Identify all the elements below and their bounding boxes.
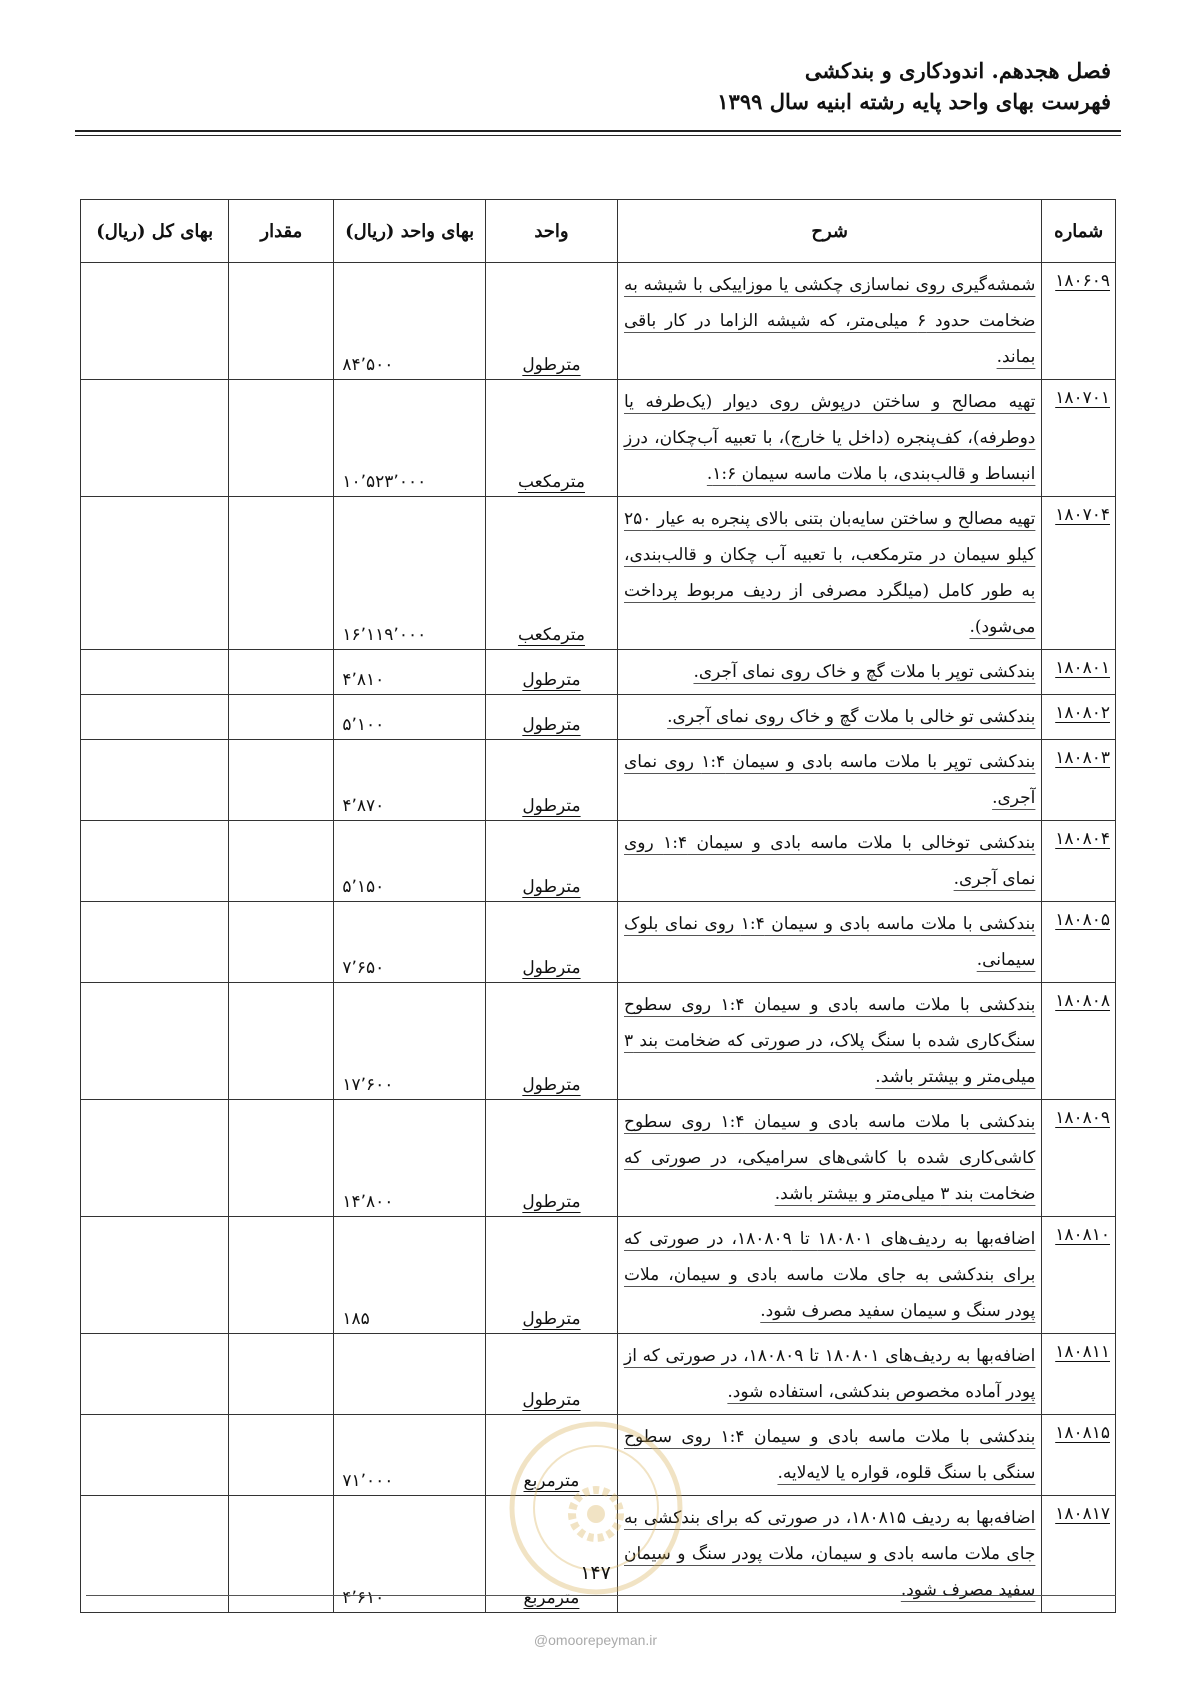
column-header-description: شرح <box>618 200 1042 263</box>
item-code-cell <box>1042 1100 1116 1217</box>
footer-rule <box>86 1595 1116 1596</box>
item-unit-cell <box>485 1217 617 1334</box>
item-quantity-cell <box>229 263 334 380</box>
item-quantity-cell <box>229 380 334 497</box>
item-total-price-cell <box>81 740 229 821</box>
item-description-cell <box>618 1334 1042 1415</box>
item-code: ۱۸۰۷۰۱ <box>1055 388 1110 408</box>
item-description-cell <box>618 1100 1042 1217</box>
table-row <box>81 1415 1116 1496</box>
item-code: ۱۸۰۷۰۴ <box>1055 505 1110 525</box>
item-unit-price-cell <box>334 1334 486 1415</box>
item-code-cell <box>1042 1334 1116 1415</box>
item-description-cell <box>618 263 1042 380</box>
price-table <box>80 199 1116 1613</box>
table-row <box>81 902 1116 983</box>
item-code: ۱۸۰۸۰۵ <box>1055 910 1110 930</box>
item-unit-cell <box>485 821 617 902</box>
item-code-cell <box>1042 740 1116 821</box>
item-unit: مترطول <box>522 355 581 375</box>
item-unit-cell <box>485 902 617 983</box>
item-description: اضافه‌بها به ردیف ۱۸۰۸۱۵، در صورتی که برای بندکشی به جای ملات ماسه بادی و سیمان، ملات پودر سنگ و سیمان سفید مصرف شود. <box>624 1508 1036 1600</box>
item-total-price-cell <box>81 380 229 497</box>
item-code: ۱۸۰۸۰۳ <box>1055 748 1110 768</box>
item-unit-cell <box>485 1334 617 1415</box>
item-code: ۱۸۰۸۱۱ <box>1055 1342 1110 1362</box>
item-description-cell <box>618 983 1042 1100</box>
table-body <box>81 263 1116 1613</box>
item-description-cell <box>618 821 1042 902</box>
item-description-cell <box>618 695 1042 740</box>
table-row <box>81 1334 1116 1415</box>
item-unit: مترطول <box>522 1309 581 1329</box>
item-unit: مترطول <box>522 877 581 897</box>
item-unit: مترطول <box>522 1390 581 1410</box>
item-quantity-cell <box>229 983 334 1100</box>
item-unit-cell <box>485 263 617 380</box>
item-unit: مترطول <box>522 958 581 978</box>
item-unit: مترمربع <box>523 1471 580 1491</box>
item-total-price-cell <box>81 263 229 380</box>
table-row <box>81 263 1116 380</box>
item-description: اضافه‌بها به ردیف‌های ۱۸۰۸۰۱ تا ۱۸۰۸۰۹، در صورتی که از پودر آماده مخصوص بندکشی، استفاده شود. <box>624 1346 1036 1402</box>
item-code: ۱۸۰۸۰۹ <box>1055 1108 1110 1128</box>
item-unit: مترطول <box>522 1192 581 1212</box>
item-description-cell <box>618 650 1042 695</box>
item-unit-cell <box>485 983 617 1100</box>
item-quantity-cell <box>229 1217 334 1334</box>
item-total-price-cell <box>81 902 229 983</box>
item-total-price-cell <box>81 821 229 902</box>
website-watermark: @omoorepeyman.ir <box>533 1632 658 1648</box>
item-quantity-cell <box>229 1415 334 1496</box>
item-code-cell <box>1042 983 1116 1100</box>
item-description: تهیه مصالح و ساختن سایه‌بان بتنی بالای پنجره به عیار ۲۵۰ کیلو سیمان در مترمکعب، با تعبیه آب چکان و قالب‌بندی، به طور کامل (میلگرد مصرفی از ردیف مربوط پرداخت می‌شود). <box>624 509 1036 637</box>
item-unit: مترطول <box>522 796 581 816</box>
item-unit-price-cell: ۴٬۸۷۰ <box>334 740 486 821</box>
item-description: شمشه‌گیری روی نماسازی چکشی یا موزاییکی با شیشه به ضخامت حدود ۶ میلی‌متر، که شیشه الزاما در کار باقی بماند. <box>624 275 1036 367</box>
item-code-cell <box>1042 263 1116 380</box>
item-total-price-cell <box>81 497 229 650</box>
item-description: بندکشی تو خالی با ملات گچ و خاک روی نمای آجری. <box>667 707 1036 727</box>
item-description-cell <box>618 1415 1042 1496</box>
column-header-unit-price: بهای واحد (ریال) <box>334 200 486 263</box>
item-total-price-cell <box>81 650 229 695</box>
item-unit: مترمکعب <box>517 472 585 492</box>
table-row <box>81 380 1116 497</box>
item-description-cell <box>618 902 1042 983</box>
item-total-price-cell <box>81 1100 229 1217</box>
item-unit-cell <box>485 695 617 740</box>
item-quantity-cell <box>229 740 334 821</box>
item-code-cell <box>1042 1415 1116 1496</box>
item-unit-price-cell: ۵٬۱۰۰ <box>334 695 486 740</box>
table-row <box>81 1100 1116 1217</box>
item-total-price-cell <box>81 1334 229 1415</box>
item-description: اضافه‌بها به ردیف‌های ۱۸۰۸۰۱ تا ۱۸۰۸۰۹، در صورتی که برای بندکشی به جای ملات ماسه بادی و سیمان، ملات پودر سنگ و سیمان سفید مصرف شود. <box>624 1229 1036 1321</box>
item-unit: مترطول <box>522 670 581 690</box>
item-unit: مترطول <box>522 715 581 735</box>
item-code-cell <box>1042 902 1116 983</box>
item-quantity-cell <box>229 497 334 650</box>
item-quantity-cell <box>229 1334 334 1415</box>
item-description: بندکشی توپر با ملات گچ و خاک روی نمای آجری. <box>693 662 1036 682</box>
item-unit-price-cell: ۷۱٬۰۰۰ <box>334 1415 486 1496</box>
item-description: بندکشی توخالی با ملات ماسه بادی و سیمان ۱:۴ روی نمای آجری. <box>624 833 1036 889</box>
item-code-cell <box>1042 695 1116 740</box>
table-row <box>81 740 1116 821</box>
item-code-cell <box>1042 821 1116 902</box>
item-unit-price-cell: ۱۰٬۵۲۳٬۰۰۰ <box>334 380 486 497</box>
chapter-title: فصل هجدهم. اندودکاری و بندکشی <box>804 58 1111 83</box>
header-rule-thin <box>75 135 1121 136</box>
table-row <box>81 983 1116 1100</box>
item-description: بندکشی با ملات ماسه بادی و سیمان ۱:۴ روی سطوح سنگ‌کاری شده با سنگ پلاک، در صورتی که ضخامت بند ۳ میلی‌متر و بیشتر باشد. <box>624 995 1036 1087</box>
item-unit: مترطول <box>522 1075 581 1095</box>
item-quantity-cell <box>229 902 334 983</box>
item-code: ۱۸۰۸۰۸ <box>1055 991 1110 1011</box>
column-header-unit: واحد <box>485 200 617 263</box>
item-code-cell <box>1042 380 1116 497</box>
header-rule-thick <box>75 130 1121 132</box>
item-total-price-cell <box>81 1217 229 1334</box>
item-description-cell <box>618 497 1042 650</box>
table-row <box>81 821 1116 902</box>
item-unit-price-cell: ۷٬۶۵۰ <box>334 902 486 983</box>
item-unit: مترمکعب <box>517 625 585 645</box>
item-unit-cell <box>485 1415 617 1496</box>
item-description: بندکشی با ملات ماسه بادی و سیمان ۱:۴ روی سطوح کاشی‌کاری شده با کاشی‌های سرامیکی، در صورتی که ضخامت بند ۳ میلی‌متر و بیشتر باشد. <box>624 1112 1036 1204</box>
item-code: ۱۸۰۸۰۱ <box>1055 658 1110 678</box>
price-list-title: فهرست بهای واحد پایه رشته ابنیه سال ۱۳۹۹ <box>717 89 1111 114</box>
item-unit-cell <box>485 380 617 497</box>
item-quantity-cell <box>229 695 334 740</box>
table-row <box>81 1217 1116 1334</box>
table-row <box>81 650 1116 695</box>
item-quantity-cell <box>229 821 334 902</box>
page-header <box>717 58 1111 114</box>
item-description-cell <box>618 740 1042 821</box>
table-row <box>81 695 1116 740</box>
item-quantity-cell <box>229 1100 334 1217</box>
item-unit-price-cell: ۴٬۸۱۰ <box>334 650 486 695</box>
item-code: ۱۸۰۸۰۲ <box>1055 703 1110 723</box>
item-unit-cell <box>485 650 617 695</box>
item-unit-cell <box>485 1100 617 1217</box>
item-total-price-cell <box>81 983 229 1100</box>
item-total-price-cell <box>81 1415 229 1496</box>
column-header-quantity: مقدار <box>229 200 334 263</box>
item-description-cell <box>618 1217 1042 1334</box>
item-unit-price-cell: ۱۸۵ <box>334 1217 486 1334</box>
item-unit-cell <box>485 740 617 821</box>
item-description: بندکشی با ملات ماسه بادی و سیمان ۱:۴ روی سطوح سنگی با سنگ قلوه، قواره یا لایه‌لایه. <box>624 1427 1036 1483</box>
item-code: ۱۸۰۸۱۰ <box>1055 1225 1110 1245</box>
item-unit-price-cell: ۱۷٬۶۰۰ <box>334 983 486 1100</box>
item-unit: مترمربع <box>523 1588 580 1608</box>
item-unit-price-cell: ۱۶٬۱۱۹٬۰۰۰ <box>334 497 486 650</box>
item-description: بندکشی توپر با ملات ماسه بادی و سیمان ۱:۴ روی نمای آجری. <box>624 752 1036 808</box>
page-number: ۱۴۷ <box>580 1562 611 1584</box>
item-description-cell <box>618 380 1042 497</box>
item-code: ۱۸۰۸۱۷ <box>1055 1504 1110 1524</box>
item-code-cell <box>1042 650 1116 695</box>
table-header-row <box>81 200 1116 263</box>
item-unit-price-cell: ۱۴٬۸۰۰ <box>334 1100 486 1217</box>
item-unit-price-cell: ۸۴٬۵۰۰ <box>334 263 486 380</box>
item-code: ۱۸۰۶۰۹ <box>1055 271 1110 291</box>
item-unit-price-cell: ۴٬۶۱۰ <box>334 1496 486 1613</box>
item-code-cell <box>1042 1217 1116 1334</box>
item-code: ۱۸۰۸۰۴ <box>1055 829 1110 849</box>
item-unit-cell <box>485 497 617 650</box>
item-code-cell <box>1042 497 1116 650</box>
item-unit-price-cell: ۵٬۱۵۰ <box>334 821 486 902</box>
item-quantity-cell <box>229 650 334 695</box>
item-description: بندکشی با ملات ماسه بادی و سیمان ۱:۴ روی نمای بلوک سیمانی. <box>624 914 1036 970</box>
item-description: تهیه مصالح و ساختن درپوش روی دیوار (یک‌طرفه یا دوطرفه)، کف‌پنجره (داخل یا خارج)، با تعبیه آب‌چکان، درز انبساط و قالب‌بندی، با ملات ماسه سیمان ۱:۶. <box>624 392 1036 484</box>
column-header-code: شماره <box>1042 200 1116 263</box>
item-code: ۱۸۰۸۱۵ <box>1055 1423 1110 1443</box>
table-row <box>81 497 1116 650</box>
item-total-price-cell <box>81 695 229 740</box>
column-header-total-price: بهای کل (ریال) <box>81 200 229 263</box>
